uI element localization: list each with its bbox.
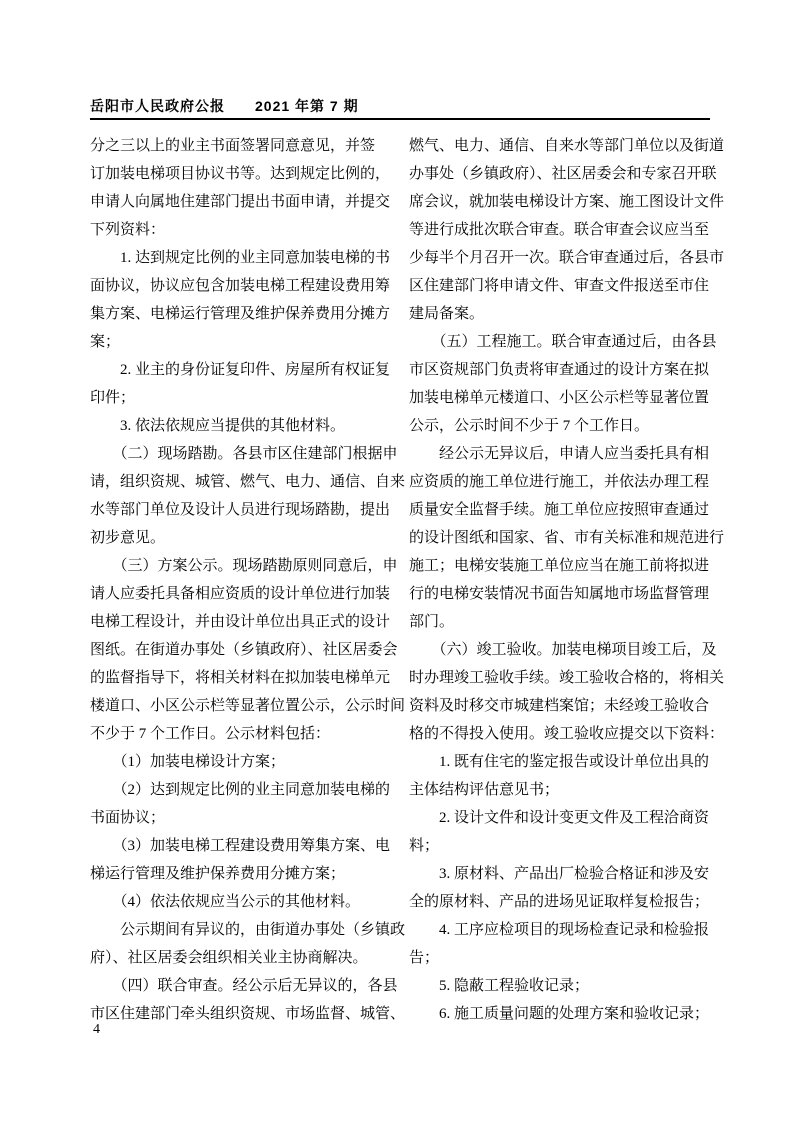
text-line: 资料及时移交市城建档案馆；未经竣工验收合 (409, 698, 710, 714)
text-line: 少每半个月召开一次。联合审查通过后，各县市 (409, 250, 725, 266)
gazette-header-title: 岳阳市人民政府公报 2021 年第 7 期 (90, 98, 359, 114)
text-line: 5. 隐蔽工程验收记录； (409, 978, 590, 994)
text-line: （四）联合审查。经公示后无异议的，各县 (90, 978, 398, 994)
text-line: 席会议，就加装电梯设计方案、施工图设计文件 (409, 194, 725, 210)
text-line: 1. 达到规定比例的业主同意加装电梯的书 (90, 250, 391, 266)
left-column (90, 132, 406, 1028)
text-line: 办事处（乡镇政府）、社区居委会和专家召开联 (409, 166, 717, 182)
text-line: 经公示无异议后，申请人应当委托具有相 (409, 446, 710, 462)
text-line: 印件； (90, 390, 136, 406)
text-line: （3）加装电梯工程建设费用筹集方案、电 (90, 838, 391, 854)
text-line: 等进行成批次联合审查。联合审查会议应当至 (409, 222, 710, 238)
header-rule (90, 118, 710, 120)
text-line: 4. 工序应检项目的现场检查记录和检验报 (409, 922, 710, 938)
text-line: 集方案、电梯运行管理及维护保养费用分摊方 (90, 306, 391, 322)
page-number: 4 (93, 1022, 100, 1037)
text-line: 公示，公示时间不少于 7 个工作日。 (409, 418, 650, 434)
text-line: 2. 业主的身份证复印件、房屋所有权证复 (90, 362, 391, 378)
text-line: 下列资料： (90, 222, 166, 238)
text-line: 的监督指导下，将相关材料在拟加装电梯单元 (90, 670, 391, 686)
text-line: 时办理竣工验收手续。竣工验收合格的，将相关 (409, 670, 725, 686)
text-line: （1）加装电梯设计方案； (90, 754, 286, 770)
text-line: （二）现场踏勘。各县市区住建部门根据申 (90, 446, 398, 462)
text-line: 3. 原材料、产品出厂检验合格证和涉及安 (409, 866, 710, 882)
text-line: 初步意见。 (90, 530, 166, 546)
text-line: 梯运行管理及维护保养费用分摊方案； (90, 866, 346, 882)
text-line: （三）方案公示。现场踏勘原则同意后，申 (90, 558, 398, 574)
document-body (90, 132, 725, 1028)
text-line: 府）、社区居委会组织相关业主协商解决。 (90, 950, 368, 966)
text-line: 施工；电梯安装施工单位应当在施工前将拟进 (409, 558, 710, 574)
text-line: 不少于 7 个工作日。公示材料包括： (90, 726, 331, 742)
text-line: 面协议，协议应包含加装电梯工程建设费用筹 (90, 278, 391, 294)
text-line: 请人应委托具备相应资质的设计单位进行加装 (90, 586, 391, 602)
text-line: 分之三以上的业主书面签署同意意见，并签 (90, 138, 376, 154)
text-line: 部门。 (409, 614, 455, 630)
text-line: 楼道口、小区公示栏等显著位置公示，公示时间 (90, 698, 406, 714)
text-line: （2）达到规定比例的业主同意加装电梯的 (90, 782, 391, 798)
text-line: 应资质的施工单位进行施工，并依法办理工程 (409, 474, 710, 490)
text-line: 主体结构评估意见书； (409, 782, 560, 798)
text-line: 建局备案。 (409, 306, 485, 322)
right-column (409, 132, 725, 1028)
text-line: 的设计图纸和国家、省、市有关标准和规范进行 (409, 530, 725, 546)
text-line: 订加装电梯项目协议书等。达到规定比例的， (90, 166, 391, 182)
text-line: 燃气、电力、通信、自来水等部门单位以及街道 (409, 138, 725, 154)
text-line: 书面协议； (90, 810, 166, 826)
text-line: 市区资规部门负责将审查通过的设计方案在拟 (409, 362, 710, 378)
text-line: 料； (409, 838, 440, 854)
text-line: 公示期间有异议的，由街道办事处（乡镇政 (90, 922, 406, 938)
text-line: 6. 施工质量问题的处理方案和验收记录； (409, 1006, 710, 1022)
text-line: 3. 依法依规应当提供的其他材料。 (90, 418, 346, 434)
text-line: 请，组织资规、城管、燃气、电力、通信、自来 (90, 474, 406, 490)
text-line: 2. 设计文件和设计变更文件及工程洽商资 (409, 810, 710, 826)
text-line: 1. 既有住宅的鉴定报告或设计单位出具的 (409, 754, 710, 770)
text-line: 格的不得投入使用。竣工验收应提交以下资料： (409, 726, 725, 742)
text-line: 图纸。在街道办事处（乡镇政府）、社区居委会 (90, 642, 398, 658)
text-line: 案； (90, 334, 121, 350)
text-line: 市区住建部门牵头组织资规、市场监督、城管、 (90, 1006, 406, 1022)
text-line: （五）工程施工。联合审查通过后，由各县 (409, 334, 717, 350)
text-line: 全的原材料、产品的进场见证取样复检报告； (409, 894, 710, 910)
text-line: 水等部门单位及设计人员进行现场踏勘，提出 (90, 502, 391, 518)
text-line: 电梯工程设计，并由设计单位出具正式的设计 (90, 614, 391, 630)
text-line: 告； (409, 950, 440, 966)
text-line: 申请人向属地住建部门提出书面申请，并提交 (90, 194, 391, 210)
text-line: （六）竣工验收。加装电梯项目竣工后，及 (409, 642, 717, 658)
text-line: 区住建部门将申请文件、审查文件报送至市住 (409, 278, 710, 294)
text-line: 行的电梯安装情况书面告知属地市场监督管理 (409, 586, 710, 602)
text-line: 加装电梯单元楼道口、小区公示栏等显著位置 (409, 390, 710, 406)
text-line: （4）依法依规应当公示的其他材料。 (90, 894, 361, 910)
text-line: 质量安全监督手续。施工单位应按照审查通过 (409, 502, 710, 518)
